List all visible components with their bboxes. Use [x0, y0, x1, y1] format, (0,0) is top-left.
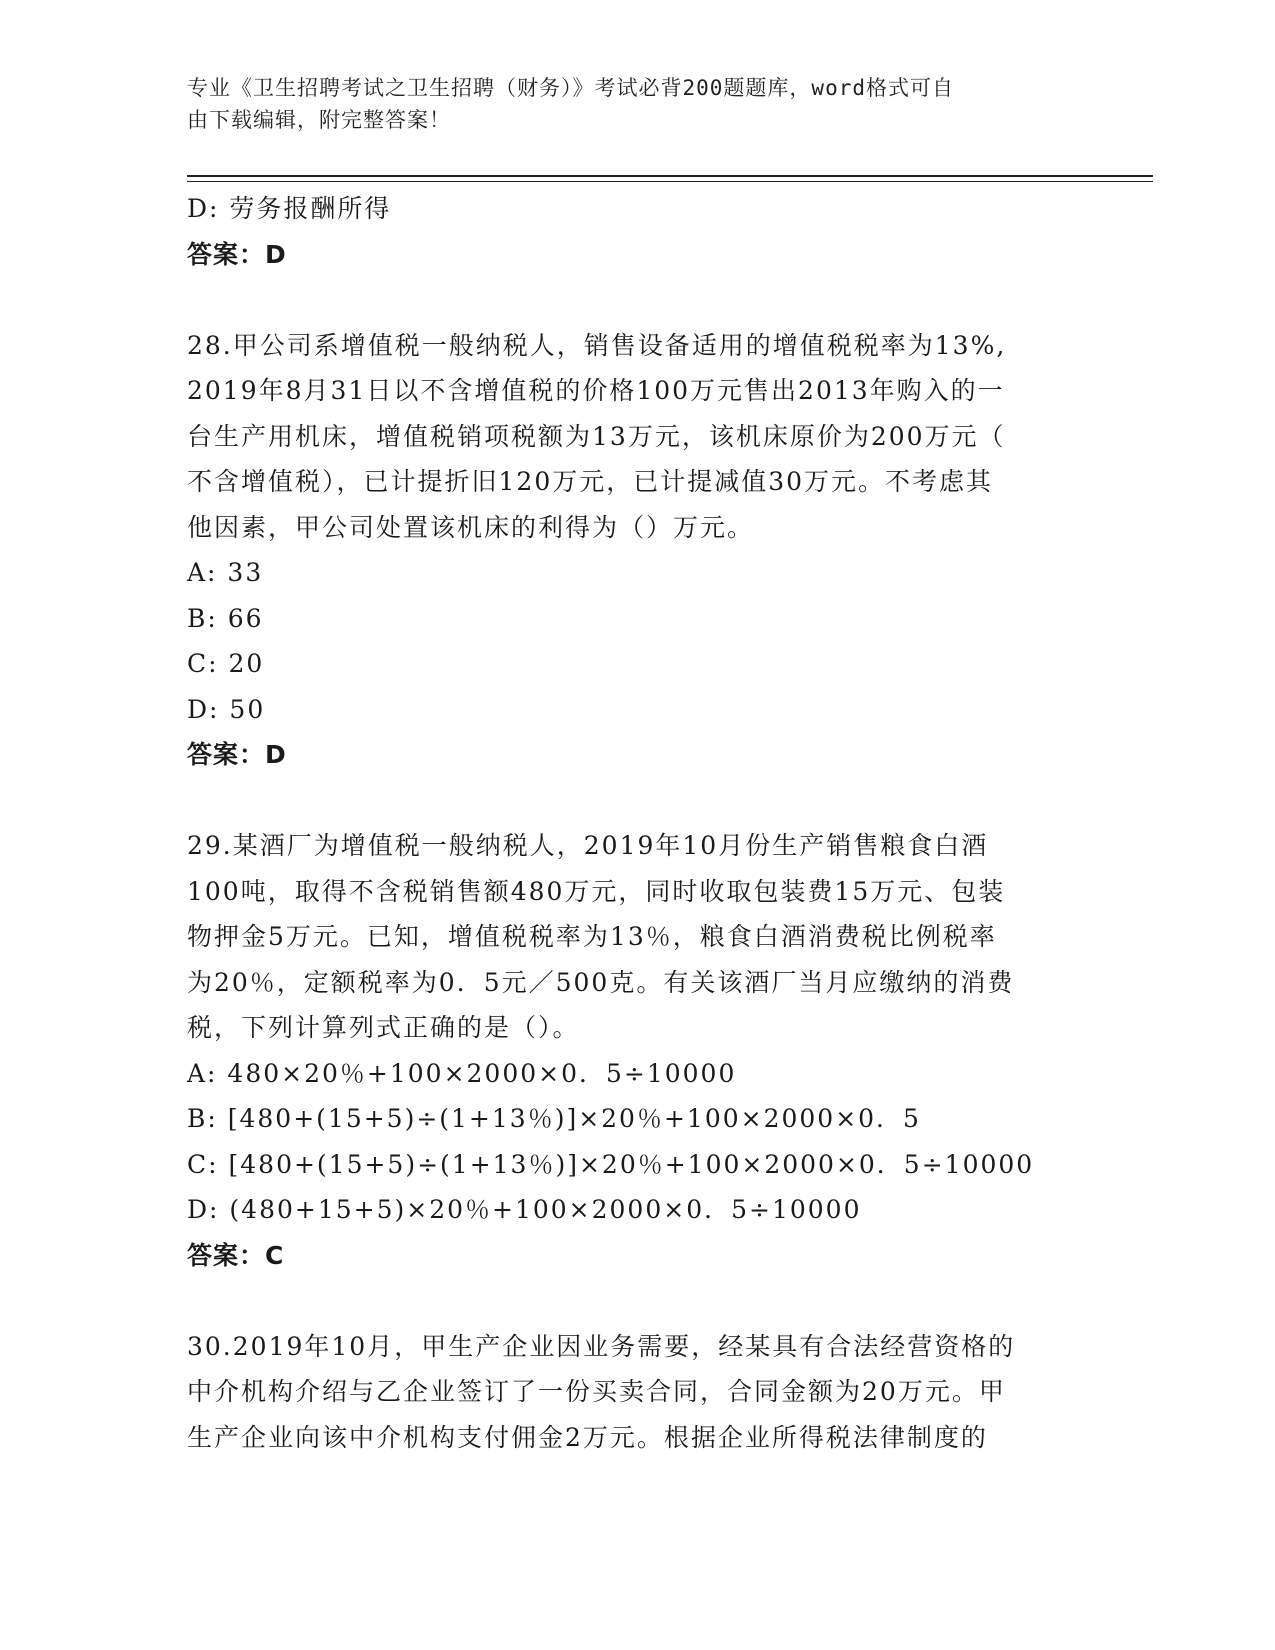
question-text-line: 30.2019年10月，甲生产企业因业务需要，经某具有合法经营资格的 [187, 1331, 1016, 1361]
question-28 [187, 323, 1077, 778]
spacer [187, 778, 1077, 824]
question-text-line: 100吨，取得不含税销售额480万元，同时收取包装费15万元、包装 [187, 876, 1006, 906]
question-29 [187, 823, 1077, 1278]
header-rule-thin [187, 181, 1153, 182]
question-text-line: 台生产用机床，增值税销项税额为13万元，该机床原价为200万元（ [187, 421, 1006, 451]
option-a: A: 33 [187, 558, 264, 587]
question-text-line: 不含增值税），已计提折旧120万元，已计提减值30万元。不考虑其 [187, 467, 994, 496]
option-d: D: 劳务报酬所得 [187, 194, 392, 223]
question-text-line: 生产企业向该中介机构支付佣金2万元。根据企业所得税法律制度的 [187, 1422, 988, 1452]
option-b: B: 66 [187, 603, 264, 633]
option-a: A: 480×20％+100×2000×0．5÷10000 [187, 1058, 737, 1088]
question-30 [187, 1324, 1077, 1461]
option-d: D: 50 [187, 694, 266, 724]
question-text-line: 29.某酒厂为增值税一般纳税人，2019年10月份生产销售粮食白酒 [187, 831, 989, 860]
header-line-2: 由下载编辑，附完整答案！ [187, 108, 451, 132]
option-c: C: [480+(15+5)÷(1+13％)]×20％+100×2000×0．5÷10000 [187, 1149, 1035, 1179]
question-text-line: 物押金5万元。已知，增值税税率为13％，粮食白酒消费税比例税率 [187, 922, 997, 951]
question-content [187, 186, 1077, 1460]
question-text-line: 为20％，定额税率为0．5元／500克。有关该酒厂当月应缴纳的消费 [187, 967, 1015, 997]
header-rule-thick [187, 175, 1153, 177]
question-text-line: 2019年8月31日以不含增值税的价格100万元售出2013年购入的一 [187, 376, 1005, 405]
option-d: D: (480+15+5)×20％+100×2000×0．5÷10000 [187, 1195, 862, 1224]
question-text-line: 税，下列计算列式正确的是（）。 [187, 1013, 580, 1042]
answer-line: 答案：D [187, 239, 287, 269]
answer-line: 答案：D [187, 740, 287, 769]
option-c: C: 20 [187, 649, 265, 678]
spacer [187, 277, 1077, 323]
option-b: B: [480+(15+5)÷(1+13％)]×20％+100×2000×0．5 [187, 1104, 921, 1133]
header-line-1: 专业《卫生招聘考试之卫生招聘（财务）》考试必背200题题库，word格式可自 [187, 76, 954, 100]
question-text-line: 28.甲公司系增值税一般纳税人，销售设备适用的增值税税率为13%, [187, 330, 1007, 360]
previous-question-tail [187, 186, 1077, 277]
question-text-line: 中介机构介绍与乙企业签订了一份买卖合同，合同金额为20万元。甲 [187, 1377, 1006, 1406]
page-header [187, 72, 1067, 136]
question-text-line: 他因素，甲公司处置该机床的利得为（）万元。 [187, 512, 755, 542]
spacer [187, 1278, 1077, 1324]
answer-line: 答案：C [187, 1240, 285, 1270]
